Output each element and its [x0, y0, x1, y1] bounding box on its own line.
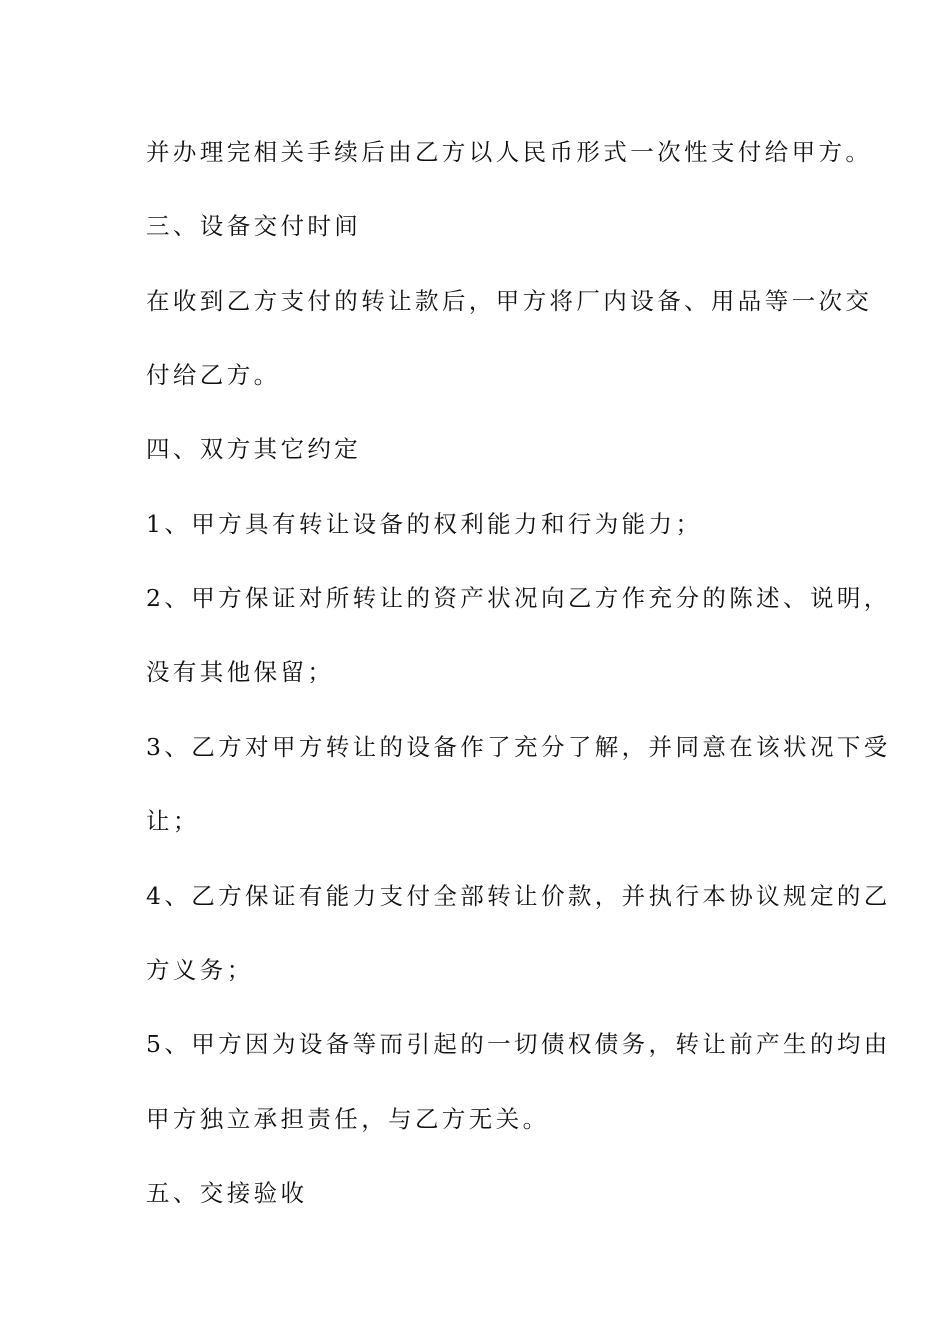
- list-item-continuation: 让；: [146, 807, 200, 835]
- list-item: 5、甲方因为设备等而引起的一切债权债务，转让前产生的均由: [146, 1030, 891, 1058]
- paragraph-line: 在收到乙方支付的转让款后，甲方将厂内设备、用品等一次交: [146, 287, 873, 315]
- list-item-continuation: 没有其他保留；: [146, 658, 335, 686]
- list-item-continuation: 方义务；: [146, 956, 254, 984]
- section-heading: 三、设备交付时间: [146, 212, 362, 240]
- paragraph-line: 付给乙方。: [146, 361, 281, 389]
- list-item: 1、甲方具有转让设备的权利能力和行为能力；: [146, 510, 703, 538]
- list-item: 2、甲方保证对所转让的资产状况向乙方作充分的陈述、说明，: [146, 584, 891, 612]
- section-heading: 四、双方其它约定: [146, 435, 362, 463]
- list-item: 4、乙方保证有能力支付全部转让价款，并执行本协议规定的乙: [146, 882, 891, 910]
- section-heading: 五、交接验收: [146, 1179, 308, 1207]
- list-item-continuation: 甲方独立承担责任，与乙方无关。: [146, 1105, 550, 1133]
- paragraph-line: 并办理完相关手续后由乙方以人民币形式一次性支付给甲方。: [146, 138, 873, 166]
- list-item: 3、乙方对甲方转让的设备作了充分了解，并同意在该状况下受: [146, 733, 891, 761]
